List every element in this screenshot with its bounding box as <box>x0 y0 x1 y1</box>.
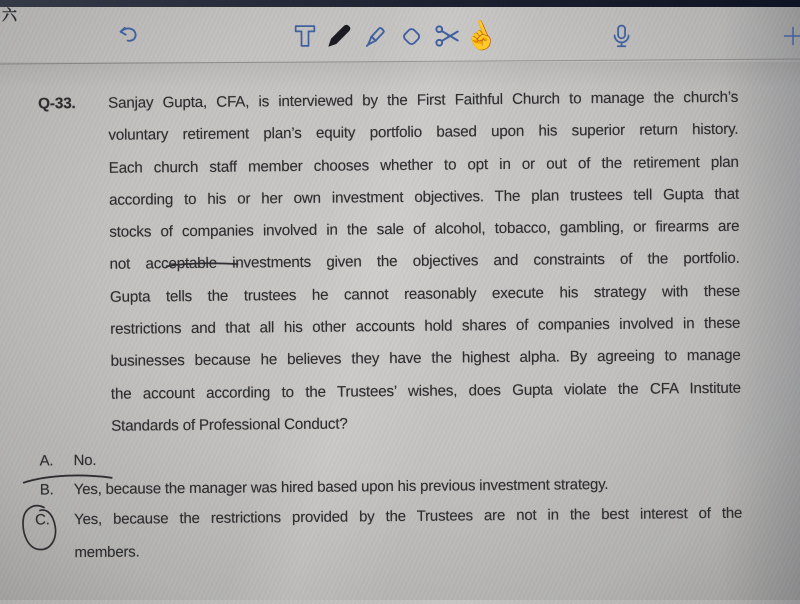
question-line: according to his or her own investment objectives. The plan trustees tell Gupta that <box>108 185 740 209</box>
question-line: Each church staff member chooses whether to opt in or out of the retirement plan <box>108 153 739 177</box>
question-number: Q-33. <box>38 95 76 113</box>
question-line: not acceptable investments given the objectives and constraints of the portfolio. <box>109 250 740 274</box>
pointing-finger-icon: ☝ <box>459 15 503 56</box>
option-text: members. <box>74 543 140 562</box>
question-line: stocks of companies involved in the sale of alcohol, tobacco, gambling, or firearms are <box>109 217 740 241</box>
question-line: Sanjay Gupta, CFA, is interviewed by the First Faithful Church to manage the church’s <box>108 88 739 112</box>
option-text: Yes, because the restrictions provided by the Trustees are not in the best interest of the <box>74 504 743 529</box>
option-letter: A. <box>39 452 54 470</box>
option-text: No. <box>73 451 97 470</box>
question-line: voluntary retirement plan’s equity portfolio based upon his superior return history. <box>108 121 739 145</box>
question-paragraph <box>108 82 741 443</box>
option-letter: C. <box>35 511 50 529</box>
question-line: Gupta tells the trustees he cannot reasonably execute his strategy with these <box>109 282 741 306</box>
question-line: businesses because he believes they have the highest alpha. By agreeing to manage <box>110 347 741 371</box>
option-letter: B. <box>39 481 54 499</box>
question-line: restrictions and that all his other accounts hold shares of companies involved in these <box>110 314 741 338</box>
question-line: the account according to the Trustees’ wishes, does Gupta violate the CFA Institute <box>110 379 741 403</box>
option-text: Yes, because the manager was hired based upon his previous investment strategy. <box>73 476 609 499</box>
question-line: Standards of Professional Conduct? <box>111 415 348 435</box>
status-indicator: 六 <box>2 7 18 24</box>
